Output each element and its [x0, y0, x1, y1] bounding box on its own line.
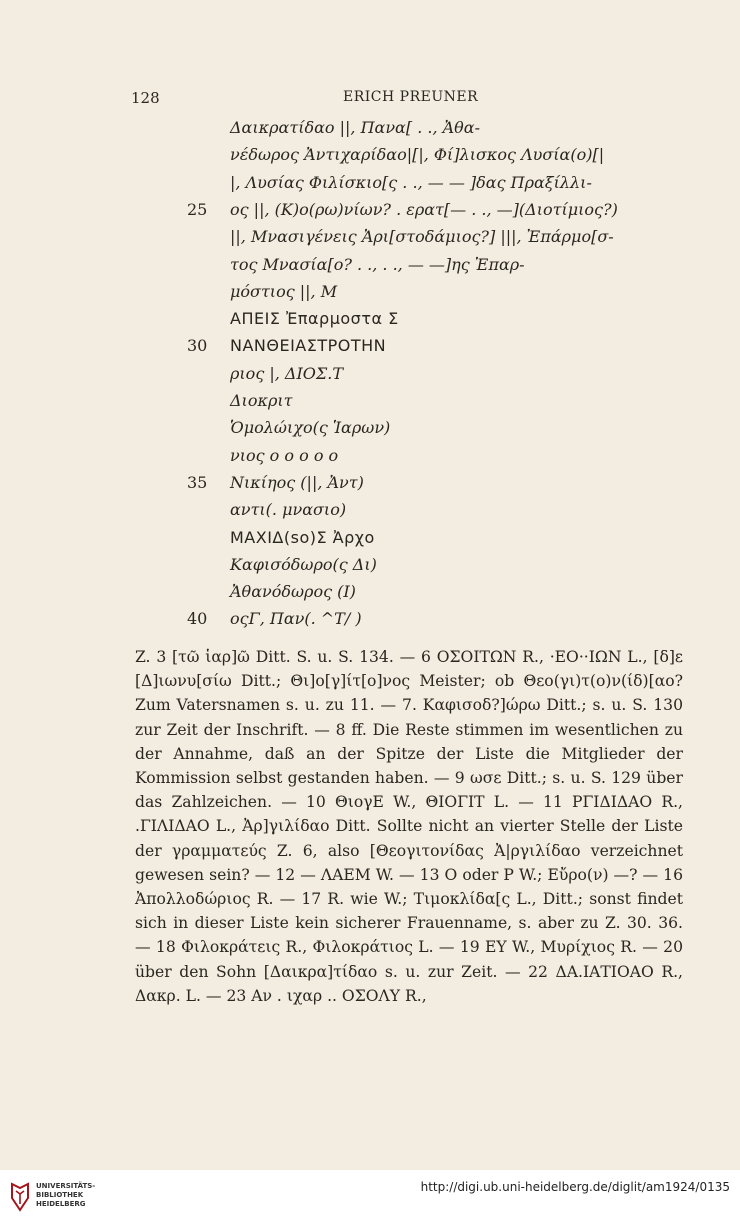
line-text: ||, Μνασιγένεις Ἀρι[στοδάμιος?] |||, Ἐπάρμο[σ- — [230, 227, 614, 246]
line-text: Δαικρατίδαο ||, Πανα[ . ., Ἀθα- — [230, 118, 481, 137]
inscription-line — [0, 173, 740, 201]
inscription-line — [0, 200, 740, 228]
library-name — [36, 1182, 95, 1209]
source-url-link[interactable]: http://digi.ub.uni-heidelberg.de/diglit/am1924/0135 — [420, 1180, 730, 1194]
line-text: νέδωρος Ἀντιχαρίδαο|[|, Φί]λισκος Λυσία(ο)[| — [230, 145, 605, 164]
line-text: Ὁμολώιχο(ς Ἱαρων) — [230, 418, 391, 437]
inscription-line — [0, 309, 740, 337]
footer-bar — [0, 1170, 740, 1224]
page-number: 128 — [131, 89, 160, 107]
line-text: νιος ο ο ο ο ο — [230, 446, 339, 465]
line-text: |, Λυσίας Φιλίσκιο[ς . ., — — ]δας Πραξίλλι- — [230, 173, 592, 192]
line-text: ΜΑΧΙΔ(so)Σ Ἀρχο — [230, 528, 375, 547]
line-text: Ἀθανόδωρος (Ι) — [230, 582, 356, 601]
line-text: ος ||, (Κ)ο(ρω)νίων? . ερατ[— . ., —](Διοτίμιος?) — [230, 200, 618, 219]
inscription-line — [0, 255, 740, 283]
inscription-line — [0, 336, 740, 364]
line-text: ριος |, ΔΙΟΣ.Τ — [230, 364, 343, 383]
commentary-text: Z. 3 [τῶ ἱαρ]ῶ Ditt. S. u. S. 134. — 6 ΟΣΟΙΤΩΝ R., ·ΕΟ··ΙΩΝ L., [δ]ε [Δ]ιωνυ[σίω Ditt.; Θι]ο[γ]ίτ[ο]νος Meister; ob Θεο(γι)τ(ο)ν(ίδ)[αο? Zum Vatersnamen s. u. zu 11. — 7. Καφισοδ?]ώρω Ditt.; s. u. S. 130 zur Zeit der Inschrift. — 8 ff. Die Reste stimmen im wesentlichen zu der Annahme, daß an der Spitze der Liste die Mitglieder der Kommission selbst gestanden haben. — 9 ωσε Ditt.; s. u. S. 129 über das Zahlzeichen. — 10 ΘιογΕ W., ΘΙΟΓΙΤ L. — 11 ΡΓΙΔΙΔΑΟ R., .ΓΙΛΙΔΑΟ L., Ἀρ]γιλίδαο Ditt. Sollte nicht an vierter Stelle der Liste der γραμματεύς Z. 6, also [Θεογιτονίδας Ἀ|ργιλίδαο verzeichnet gewesen sein? — 12 — ΛΑΕΜ W. — 13 Ο oder Ρ W.; Εὔρο(ν) —? — 16 Ἀπολλοδώριος R. — 17 R. wie W.; Τιμοκλίδα[ς L., Ditt.; sonst findet sich in dieser Liste kein sicherer Frauenname, s. aber zu Z. 30. 36. — 18 Φιλοκράτεις R., Φιλοκράτιος L. — 19 ΕΥ W., Μυρίχιος R. — 20 über den Sohn [Δαικρα]τίδαο s. u. zur Zeit. — 22 ΔΑ.ΙΑΤΙΟΑΟ R., Δακρ. L. — 23 Αν . ιχαρ .. ΟΣΟΛΥ R., — [135, 648, 683, 1005]
line-text: ΝΑΝΘΕΙΑΣΤΡΟΤΗΝ — [230, 336, 387, 355]
line-number: 35 — [187, 473, 208, 492]
inscription-line — [0, 609, 740, 637]
line-text: τος Μνασία[ο? . ., . ., — —]ης Ἐπαρ- — [230, 255, 525, 274]
line-number: 40 — [187, 609, 208, 628]
line-text: Νικίηος (||, Ἀντ) — [230, 473, 364, 492]
line-text: Διοκριτ — [230, 391, 293, 410]
inscription-line — [0, 227, 740, 255]
inscription-line — [0, 473, 740, 501]
running-head — [0, 89, 740, 109]
line-text: οςΓ, Παν(. ^Τ/ ) — [230, 609, 362, 628]
inscription-line — [0, 500, 740, 528]
library-name-line: UNIVERSITÄTS- — [36, 1182, 96, 1190]
running-head-author: ERICH PREUNER — [343, 89, 479, 105]
inscription-line — [0, 145, 740, 173]
line-text: μόστιος ||, Μ — [230, 282, 338, 301]
line-text: αντι(. μνασιο) — [230, 500, 347, 519]
inscription-line — [0, 446, 740, 474]
library-name-line: BIBLIOTHEK — [36, 1191, 84, 1199]
library-name-line: HEIDELBERG — [36, 1200, 86, 1208]
inscription-line — [0, 391, 740, 419]
heidelberg-library-logo-icon — [8, 1182, 32, 1212]
inscription-line — [0, 282, 740, 310]
inscription-line — [0, 528, 740, 556]
line-number: 30 — [187, 336, 208, 355]
line-text: ΑΠΕΙΣ Ἐπαρμοστα Σ — [230, 309, 399, 328]
inscription-line — [0, 364, 740, 392]
commentary — [135, 645, 683, 1008]
line-text: Καφισόδωρο(ς Δι) — [230, 555, 377, 574]
inscription-line — [0, 118, 740, 146]
inscription-line — [0, 555, 740, 583]
inscription-line — [0, 418, 740, 446]
inscription-line — [0, 582, 740, 610]
line-number: 25 — [187, 200, 208, 219]
